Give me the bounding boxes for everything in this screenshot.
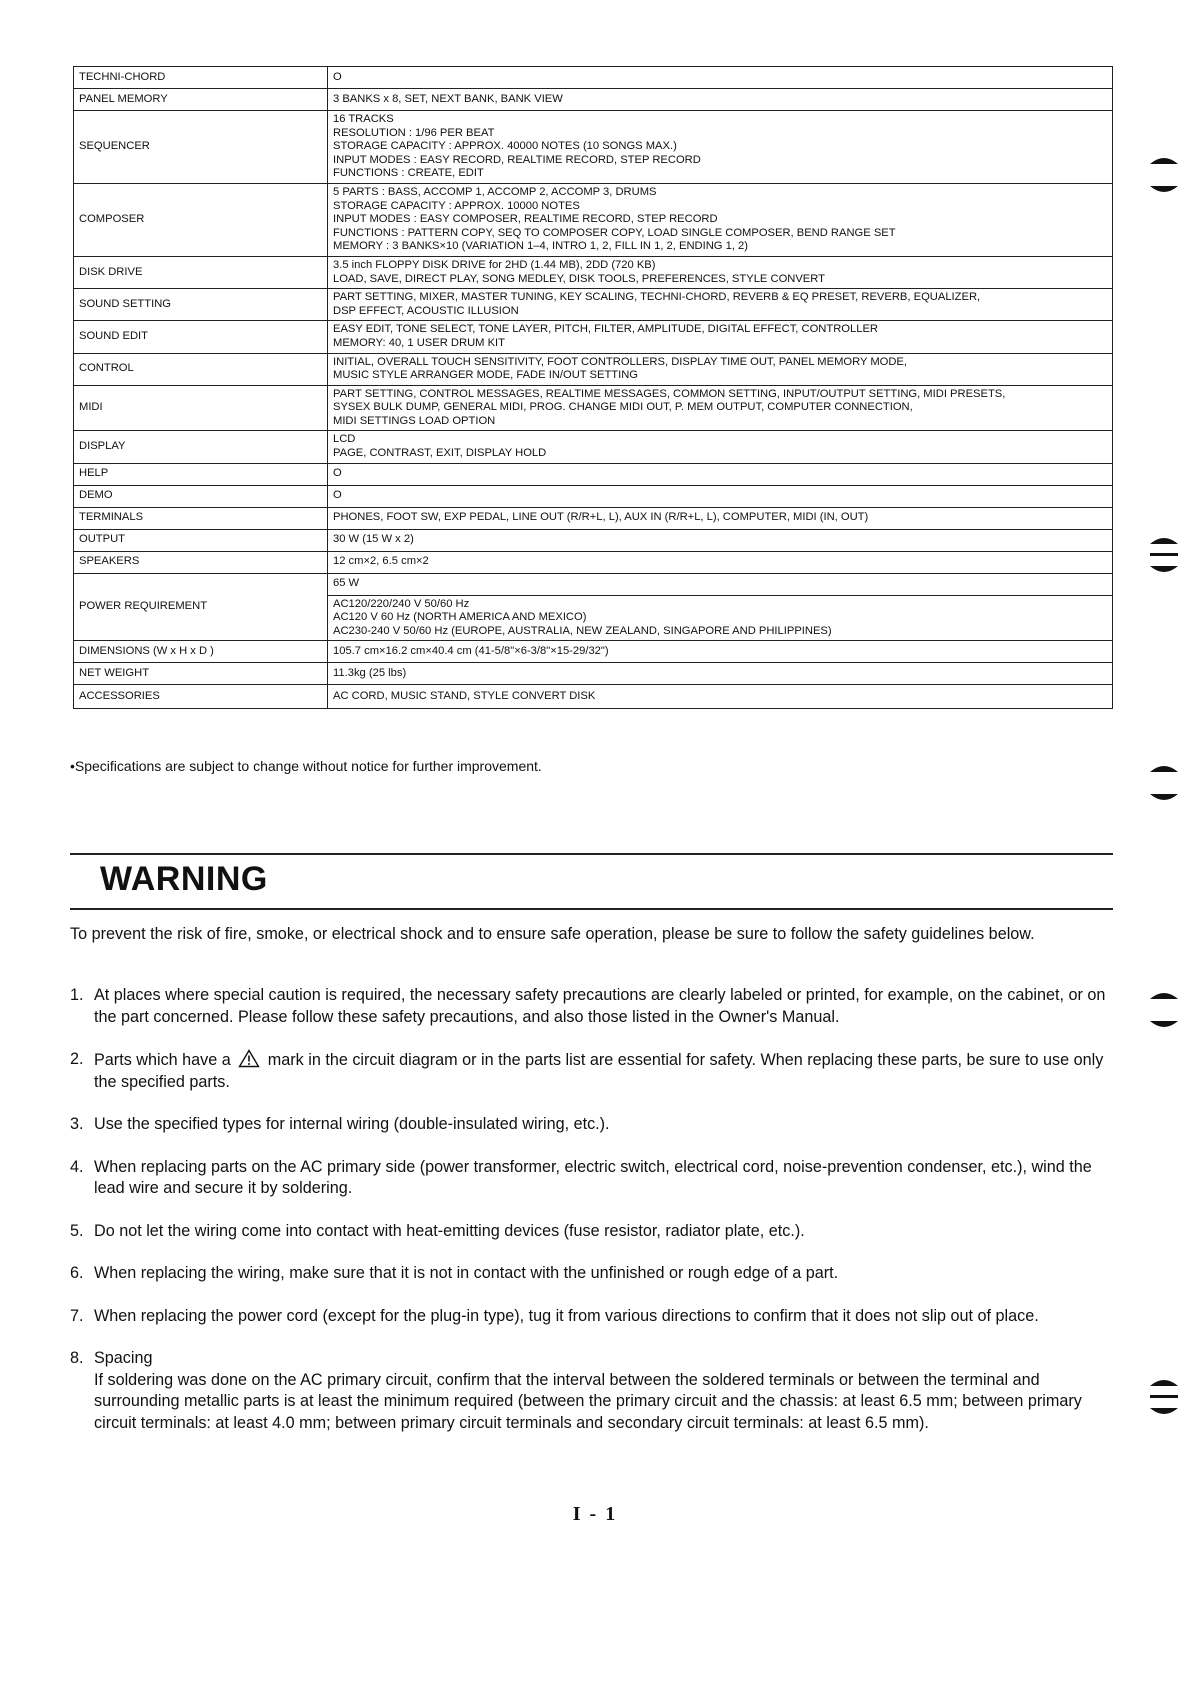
spec-row-net-weight — [74, 663, 1113, 685]
spec-label: CONTROL — [74, 353, 328, 385]
binder-mark-icon — [1148, 150, 1180, 200]
spec-row-control — [74, 353, 1113, 385]
spec-value: 16 TRACKS RESOLUTION : 1/96 PER BEAT STORAGE CAPACITY : APPROX. 40000 NOTES (10 SONGS MAX.) INPUT MODES : EASY RECORD, REALTIME RECORD, STEP RECORD FUNCTIONS : CREATE, EDIT — [328, 111, 1113, 184]
list-item-heading: Spacing — [94, 1349, 153, 1367]
spec-label: OUTPUT — [74, 529, 328, 551]
spec-label: NET WEIGHT — [74, 663, 328, 685]
list-item: 3. Use the specified types for internal wiring (double-insulated wiring, etc.). — [70, 1115, 610, 1133]
spec-value: AC CORD, MUSIC STAND, STYLE CONVERT DISK — [328, 685, 1113, 709]
warning-rule-top — [70, 853, 1113, 855]
list-item: 4. When replacing parts on the AC primary side (power transformer, electric switch, electrical cord, noise-prevention condenser, etc.), wind the lead wire and secure it by soldering. — [70, 1157, 1092, 1197]
spec-row-dimensions — [74, 641, 1113, 663]
spec-value: 65 W — [328, 573, 1113, 595]
spec-value: AC120/220/240 V 50/60 Hz AC120 V 60 Hz (NORTH AMERICA AND MEXICO) AC230-240 V 50/60 Hz (EUROPE, AUSTRALIA, NEW ZEALAND, SINGAPORE AND PHILIPPINES) — [328, 595, 1113, 641]
spec-value: PART SETTING, MIXER, MASTER TUNING, KEY SCALING, TECHNI-CHORD, REVERB & EQ PRESET, REVERB, EQUALIZER, DSP EFFECT, ACOUSTIC ILLUSION — [328, 289, 1113, 321]
spec-label: DEMO — [74, 485, 328, 507]
list-item: 6. When replacing the wiring, make sure that it is not in contact with the unfinished or rough edge of a part. — [70, 1264, 839, 1282]
warning-intro: To prevent the risk of fire, smoke, or electrical shock and to ensure safe operation, please be sure to follow the safety guidelines below. — [70, 925, 1035, 943]
spec-row-accessories — [74, 685, 1113, 709]
list-item: 1. At places where special caution is required, the necessary safety precautions are clearly labeled or printed, for example, on the cabinet, or on the part concerned. Please follow these safety precautions, and also those listed in the Owner's Manual. — [70, 986, 1106, 1026]
spec-value: O — [328, 463, 1113, 485]
list-item: 2. Parts which have a mark in the circuit diagram or in the parts list are essential for safety. When replacing these parts, be sure to use only the specified parts. — [70, 1050, 1104, 1091]
spec-row-composer — [74, 183, 1113, 256]
spec-row-midi — [74, 385, 1113, 431]
spec-value: 12 cm×2, 6.5 cm×2 — [328, 551, 1113, 573]
spec-row-speakers — [74, 551, 1113, 573]
spec-label: SOUND EDIT — [74, 321, 328, 353]
spec-label: ACCESSORIES — [74, 685, 328, 709]
spec-label: DIMENSIONS (W x H x D ) — [74, 641, 328, 663]
spec-label: TECHNI-CHORD — [74, 67, 328, 89]
spec-row-sound-edit — [74, 321, 1113, 353]
spec-value: 5 PARTS : BASS, ACCOMP 1, ACCOMP 2, ACCOMP 3, DRUMS STORAGE CAPACITY : APPROX. 10000 NOTES INPUT MODES : EASY COMPOSER, REALTIME RECORD, STEP RECORD FUNCTIONS : PATTERN COPY, SEQ TO COMPOSER COPY, LOAD SINGLE COMPOSER, BEND RANGE SET MEMORY : 3 BANKS×10 (VARIATION 1–4, INTRO 1, 2, FILL IN 1, 2, ENDING 1, 2) — [328, 183, 1113, 256]
spec-value: O — [328, 485, 1113, 507]
safety-guidelines-list — [70, 985, 1113, 1455]
spec-row-sequencer — [74, 111, 1113, 184]
page-number: I - 1 — [572, 1503, 618, 1525]
spec-row-techni-chord — [74, 67, 1113, 89]
binder-mark-icon — [1148, 530, 1180, 580]
spec-row-output — [74, 529, 1113, 551]
binder-mark-icon — [1148, 1372, 1180, 1422]
spec-value: EASY EDIT, TONE SELECT, TONE LAYER, PITCH, FILTER, AMPLITUDE, DIGITAL EFFECT, CONTROLLER MEMORY: 40, 1 USER DRUM KIT — [328, 321, 1113, 353]
list-item: 5. Do not let the wiring come into contact with heat-emitting devices (fuse resistor, radiator plate, etc.). — [70, 1221, 805, 1240]
spec-value: O — [328, 67, 1113, 89]
spec-label: SEQUENCER — [74, 111, 328, 184]
spec-value: INITIAL, OVERALL TOUCH SENSITIVITY, FOOT CONTROLLERS, DISPLAY TIME OUT, PANEL MEMORY MODE, MUSIC STYLE ARRANGER MODE, FADE IN/OUT SETTING — [328, 353, 1113, 385]
spec-row-sound-setting — [74, 289, 1113, 321]
spec-label: MIDI — [74, 385, 328, 431]
spec-row-disk-drive — [74, 256, 1113, 288]
spec-value: PHONES, FOOT SW, EXP PEDAL, LINE OUT (R/R+L, L), AUX IN (R/R+L, L), COMPUTER, MIDI (IN, OUT) — [328, 507, 1113, 529]
binder-mark-icon — [1148, 758, 1180, 808]
warning-title: WARNING — [100, 860, 268, 898]
spec-value: 11.3kg (25 lbs) — [328, 663, 1113, 685]
spec-value: LCD PAGE, CONTRAST, EXIT, DISPLAY HOLD — [328, 431, 1113, 463]
spec-note: •Specifications are subject to change without notice for further improvement. — [70, 758, 542, 774]
spec-row-help — [74, 463, 1113, 485]
spec-value: 105.7 cm×16.2 cm×40.4 cm (41-5/8"×6-3/8"×15-29/32") — [328, 641, 1113, 663]
spec-value: 3.5 inch FLOPPY DISK DRIVE for 2HD (1.44 MB), 2DD (720 KB) LOAD, SAVE, DIRECT PLAY, SONG MEDLEY, DISK TOOLS, PREFERENCES, STYLE CONVERT — [328, 256, 1113, 288]
spec-label: HELP — [74, 463, 328, 485]
spec-label: POWER REQUIREMENT — [74, 573, 328, 641]
spec-label: DISPLAY — [74, 431, 328, 463]
spec-value: 30 W (15 W x 2) — [328, 529, 1113, 551]
spec-label: DISK DRIVE — [74, 256, 328, 288]
spec-row-terminals — [74, 507, 1113, 529]
spec-label: SOUND SETTING — [74, 289, 328, 321]
list-item: 7. When replacing the power cord (except for the plug-in type), tug it from various directions to confirm that it does not slip out of place. — [70, 1306, 1039, 1325]
spec-label: TERMINALS — [74, 507, 328, 529]
spec-row-power-requirement — [74, 573, 1113, 595]
caution-triangle-icon — [238, 1049, 260, 1068]
list-item: 8. Spacing If soldering was done on the AC primary circuit, confirm that the interval between the soldered terminals or between the terminal and surrounding metallic parts is at least the minimum required (between the primary circuit and the chassis: at least 6.5 mm; between primary circuit terminals: at least 4.0 mm; between primary circuit terminals and secondary circuit terminals: at least 6.5 mm). — [70, 1348, 1113, 1434]
spec-row-demo — [74, 485, 1113, 507]
spec-label: SPEAKERS — [74, 551, 328, 573]
spec-label: PANEL MEMORY — [74, 89, 328, 111]
spec-table — [73, 66, 1113, 709]
spec-value: PART SETTING, CONTROL MESSAGES, REALTIME MESSAGES, COMMON SETTING, INPUT/OUTPUT SETTING, MIDI PRESETS, SYSEX BULK DUMP, GENERAL MIDI, PROG. CHANGE MIDI OUT, P. MEM OUTPUT, COMPUTER CONNECTION, MIDI SETTINGS LOAD OPTION — [328, 385, 1113, 431]
spec-value: 3 BANKS x 8, SET, NEXT BANK, BANK VIEW — [328, 89, 1113, 111]
spec-label: COMPOSER — [74, 183, 328, 256]
spec-row-panel-memory — [74, 89, 1113, 111]
spec-row-display — [74, 431, 1113, 463]
binder-mark-icon — [1148, 985, 1180, 1035]
warning-rule-bottom — [70, 908, 1113, 910]
